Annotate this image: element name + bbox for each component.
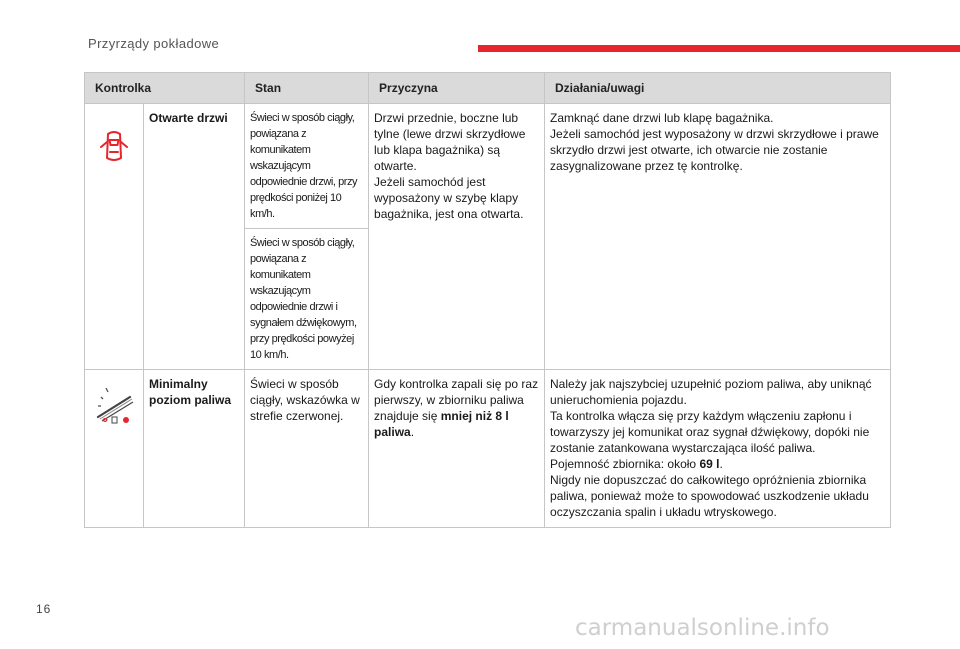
fuel-gauge-icon [92, 415, 136, 429]
cause-end: . [410, 425, 415, 439]
table-header-row [85, 73, 891, 104]
table-row [85, 370, 891, 528]
row-label: Otwarte drzwi [144, 104, 245, 370]
header-przyczyna: Przyczyna [369, 73, 545, 104]
capacity-label: Pojemność zbiornika: około [550, 457, 700, 471]
row-condition: Świeci w sposób ciągły, powiązana z komunikatem wskazującym odpowiednie drzwi i sygnałem dźwiękowym, przy prędkości powyżej 10 km/h. [245, 229, 369, 370]
cause-highlight: mniej niż 8 l paliwa [374, 409, 509, 439]
watermark: carmanualsonline.info [575, 615, 830, 641]
page-number: 16 [36, 602, 52, 616]
header-accent-bar [478, 45, 960, 52]
capacity-value: 69 l [699, 457, 720, 471]
row-icon-cell [85, 104, 144, 370]
action-text: Należy jak najszybciej uzupełnić poziom paliwa, aby uniknąć unieruchomienia pojazdu. [550, 377, 872, 407]
row-action [545, 104, 891, 370]
cause-text: Drzwi przednie, boczne lub tylne (lewe drzwi skrzydłowe lub klapa bagażnika) są otwarte. [374, 111, 526, 173]
door-open-warning-icon [99, 155, 129, 169]
row-cause [369, 370, 545, 528]
cause-text: Jeżeli samochód jest wyposażony w szybę klapy bagażnika, jest ona otwarta. [374, 175, 524, 221]
row-label: Minimalny poziom paliwa [144, 370, 245, 528]
header-stan: Stan [245, 73, 369, 104]
action-text: Jeżeli samochód jest wyposażony w drzwi skrzydłowe i prawe skrzydło drzwi jest otwarte, ich otwarcie nie zostanie zasygnalizowane przez tę kontrolkę. [550, 127, 879, 173]
header-kontrolka: Kontrolka [85, 73, 245, 104]
capacity-end: . [719, 457, 723, 471]
row-action [545, 370, 891, 528]
action-text: Ta kontrolka włącza się przy każdym włączeniu zapłonu i towarzyszy jej komunikat oraz sygnał dźwiękowy, dopóki nie zostanie zatankowana wystarczająca ilość paliwa. [550, 409, 870, 455]
row-cause [369, 104, 545, 370]
tank-capacity [550, 456, 885, 472]
page-header-title: Przyrządy pokładowe [88, 36, 220, 51]
table-row [85, 104, 891, 229]
action-text: Zamknąć dane drzwi lub klapę bagażnika. [550, 111, 774, 125]
warning-lights-table [84, 72, 891, 528]
action-text: Nigdy nie dopuszczać do całkowitego opróżnienia zbiornika paliwa, ponieważ może to spowodować uszkodzenie układu oczyszczania spalin i układu wtryskowego. [550, 473, 869, 519]
header-dzialania: Działania/uwagi [545, 73, 891, 104]
row-condition: Świeci w sposób ciągły, powiązana z komunikatem wskazującym odpowiednie drzwi, przy prędkości poniżej 10 km/h. [245, 104, 369, 229]
row-condition: Świeci w sposób ciągły, wskazówka w strefie czerwonej. [245, 370, 369, 528]
cause-text: Gdy kontrolka zapali się po raz pierwszy, w zbiorniku paliwa znajduje się [374, 377, 539, 423]
row-icon-cell [85, 370, 144, 528]
